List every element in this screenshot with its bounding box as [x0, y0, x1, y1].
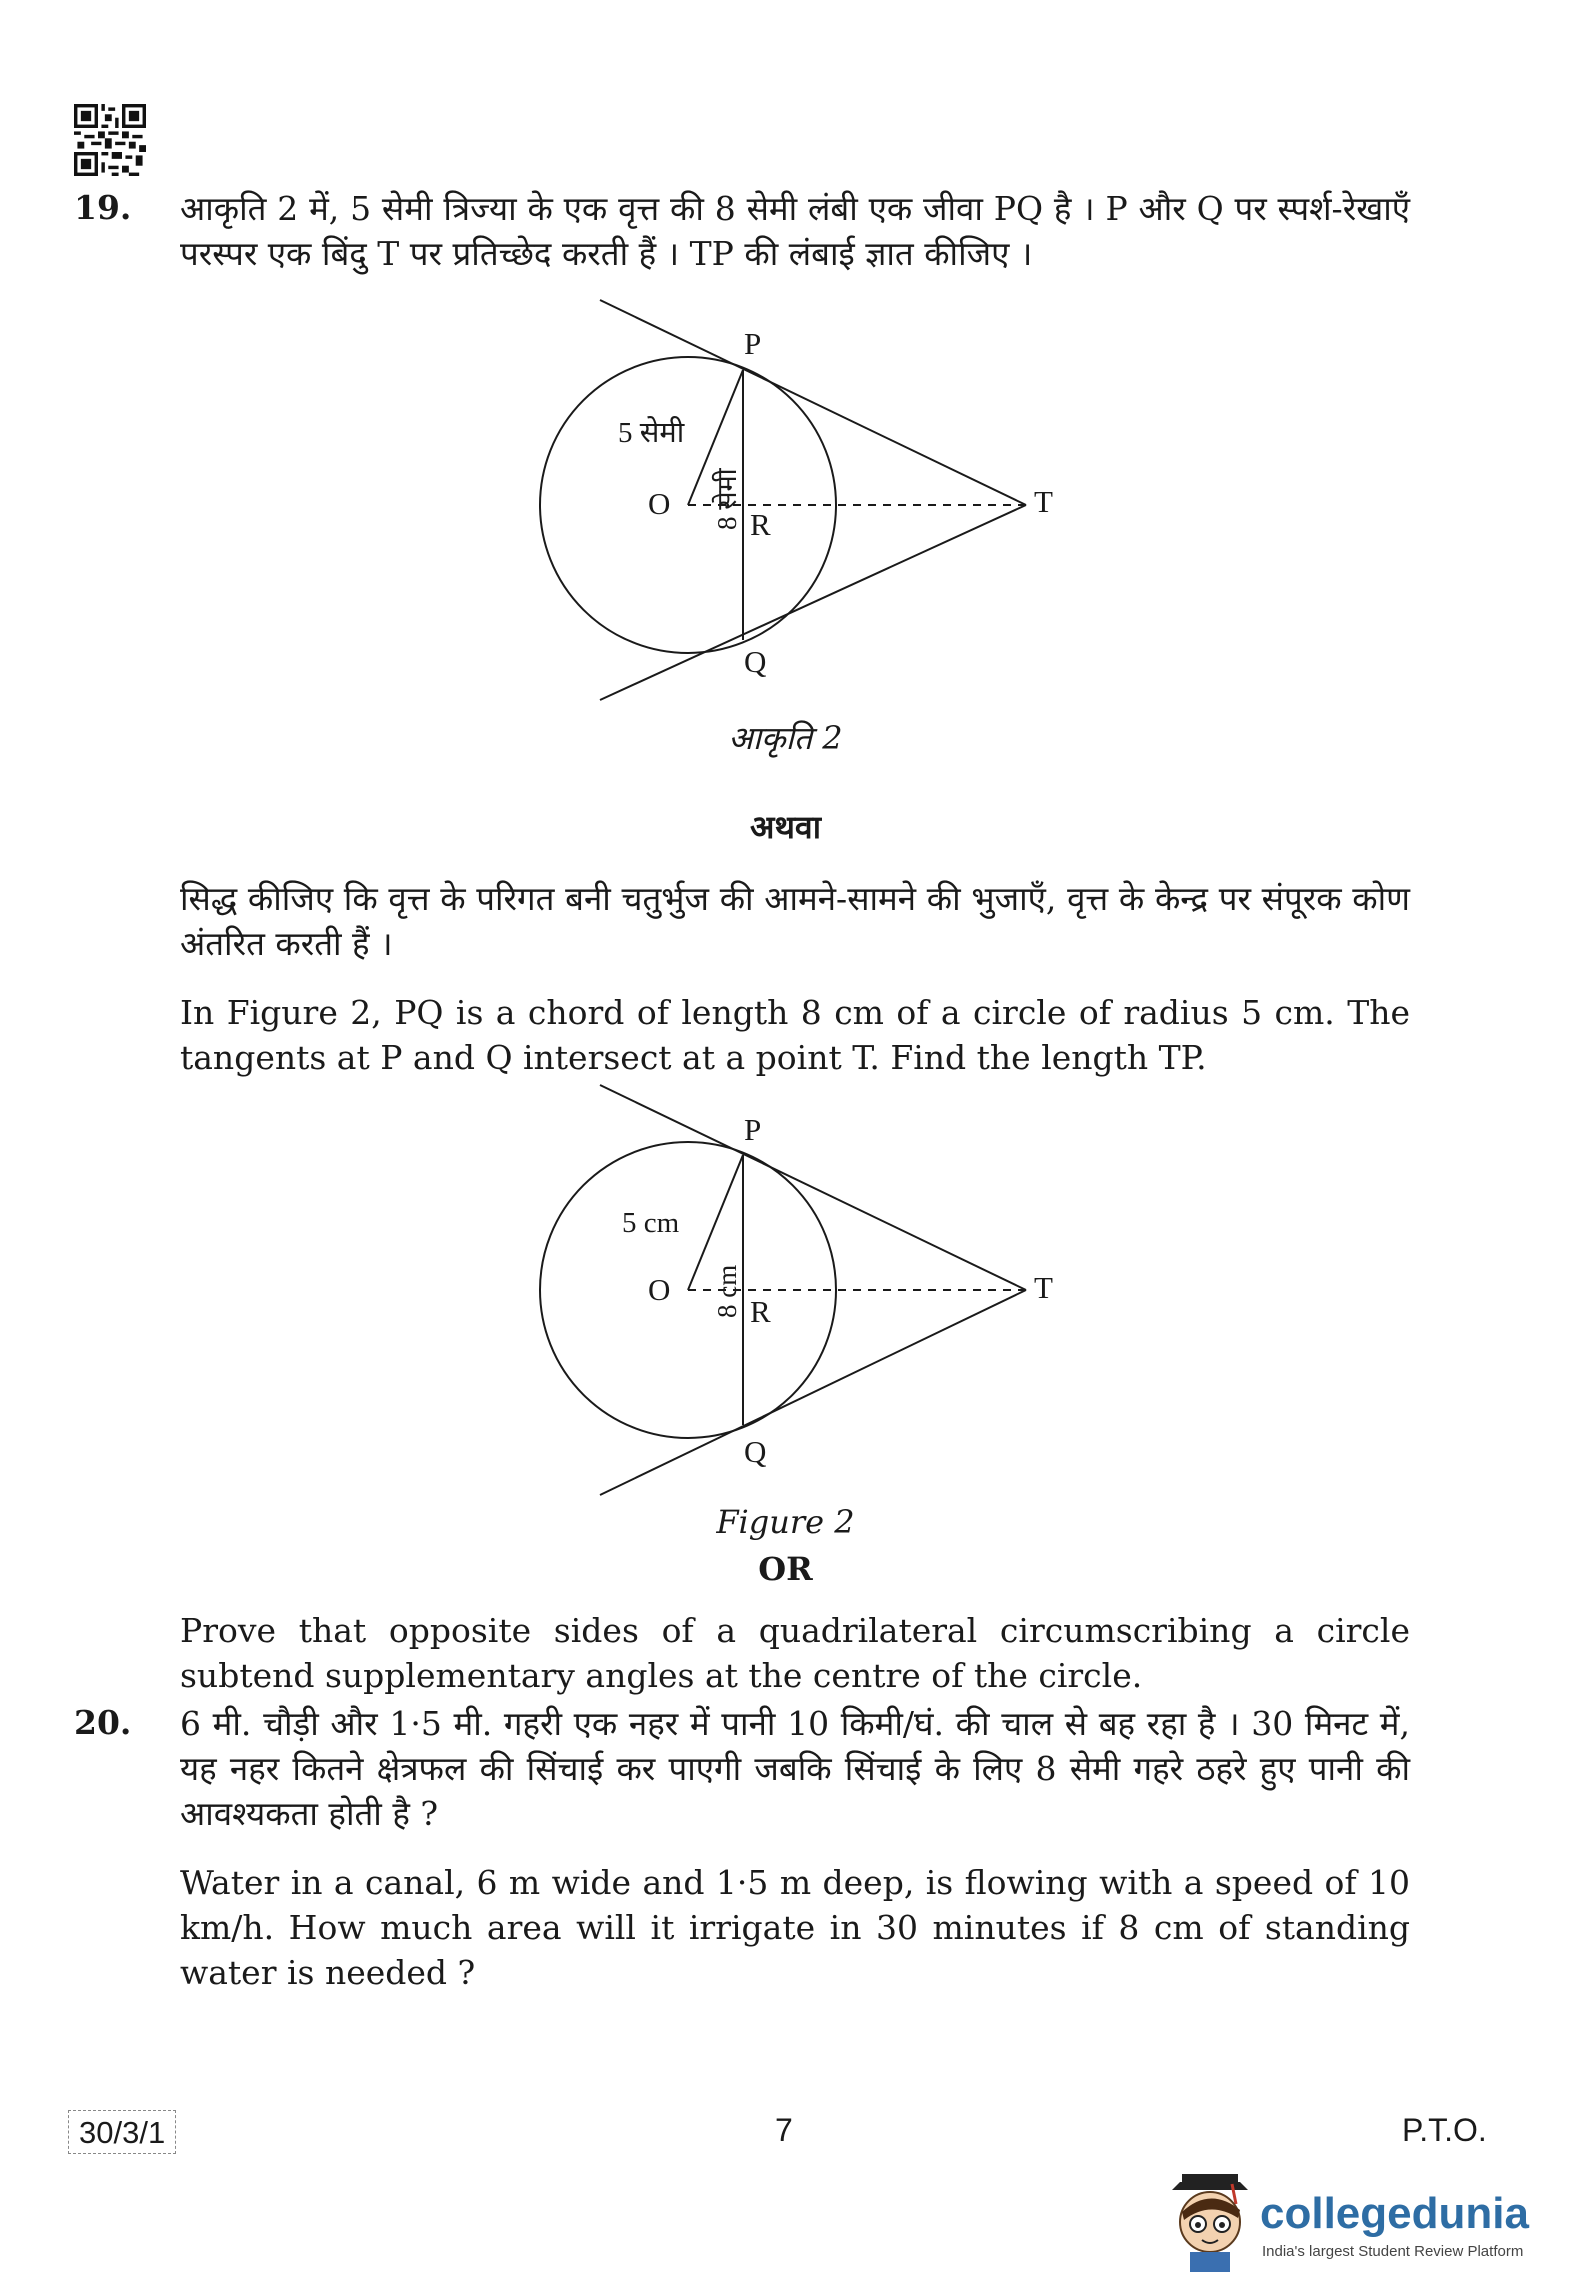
english-radius-op — [688, 1155, 743, 1290]
question-19-number: 19. — [74, 188, 132, 227]
english-label-q: Q — [744, 1434, 767, 1469]
hindi-tangent-p — [600, 300, 1026, 505]
hindi-label-q: Q — [744, 644, 767, 679]
brand-name: collegedunia — [1260, 2189, 1529, 2238]
question-20-hindi-text: 6 मी. चौड़ी और 1·5 मी. गहरी एक नहर में पानी 10 किमी/घं. की चाल से बह रहा है । 30 मिनट में, यह नहर कितने क्षेत्रफल की सिंचाई कर पाएगी जबकि सिंचाई के लिए 8 सेमी गहरे ठहरे हुए पानी की आवश्यकता होती है ? — [180, 1704, 1410, 1833]
hindi-radius-label: 5 सेमी — [618, 417, 685, 449]
question-19-english-alternative: Prove that opposite sides of a quadrilateral circumscribing a circle subtend supplementary angles at the centre of the circle. — [180, 1611, 1410, 1695]
hindi-label-o: O — [648, 486, 671, 521]
or-heading-hindi: अथवा — [750, 808, 821, 846]
question-19-hindi-text: आकृति 2 में, 5 सेमी त्रिज्या के एक वृत्त की 8 सेमी लंबी एक जीवा PQ है । P और Q पर स्पर्श-रेखाएँ परस्पर एक बिंदु T पर प्रतिच्छेद करती हैं । TP की लंबाई ज्ञात कीजिए । — [180, 189, 1410, 273]
hindi-circle — [540, 357, 836, 653]
page-number: 7 — [775, 2112, 793, 2148]
question-19-english-text: In Figure 2, PQ is a chord of length 8 cm of a circle of radius 5 cm. The tangents at P and Q intersect at a point T. Find the length TP. — [180, 993, 1410, 1077]
or-heading-english: OR — [758, 1550, 813, 1588]
question-20-english-text: Water in a canal, 6 m wide and 1·5 m deep, is flowing with a speed of 10 km/h. How much area will it irrigate in 30 minutes if 8 cm of standing water is needed ? — [180, 1863, 1410, 1992]
figure-2-hindi-drawing — [540, 300, 1026, 700]
hindi-label-t: T — [1034, 484, 1053, 519]
english-radius-label: 5 cm — [622, 1207, 680, 1239]
english-circle — [540, 1142, 836, 1438]
question-20-number: 20. — [74, 1703, 132, 1742]
english-label-t: T — [1034, 1270, 1053, 1305]
qr-code-icon — [74, 104, 146, 176]
english-tangent-q — [600, 1290, 1026, 1495]
mascot-icon — [1172, 2174, 1248, 2272]
english-label-p: P — [744, 1112, 762, 1147]
english-chord-label: 8 cm — [712, 1264, 742, 1318]
question-19-hindi-alternative: सिद्ध कीजिए कि वृत्त के परिगत बनी चतुर्भुज की आमने-सामने की भुजाएँ, वृत्त के केन्द्र पर संपूरक कोण अंतरित करती हैं । — [180, 879, 1410, 963]
figure-caption-english: Figure 2 — [716, 1503, 855, 1541]
hindi-radius-op — [688, 370, 743, 505]
figure-2-english-drawing — [540, 1085, 1026, 1495]
english-tangent-p — [600, 1085, 1026, 1290]
hindi-chord-label: 8 सेमी — [712, 468, 742, 530]
paper-code: 30/3/1 — [68, 2110, 176, 2154]
english-label-o: O — [648, 1272, 671, 1307]
english-label-r: R — [750, 1294, 771, 1329]
hindi-label-r: R — [750, 507, 771, 542]
pto-label: P.T.O. — [1402, 2112, 1487, 2148]
brand-tagline: India's largest Student Review Platform — [1262, 2243, 1524, 2260]
hindi-label-p: P — [744, 326, 762, 361]
figure-caption-hindi: आकृति 2 — [728, 719, 843, 757]
hindi-tangent-q — [600, 505, 1026, 700]
collegedunia-logo — [1160, 2160, 1560, 2275]
